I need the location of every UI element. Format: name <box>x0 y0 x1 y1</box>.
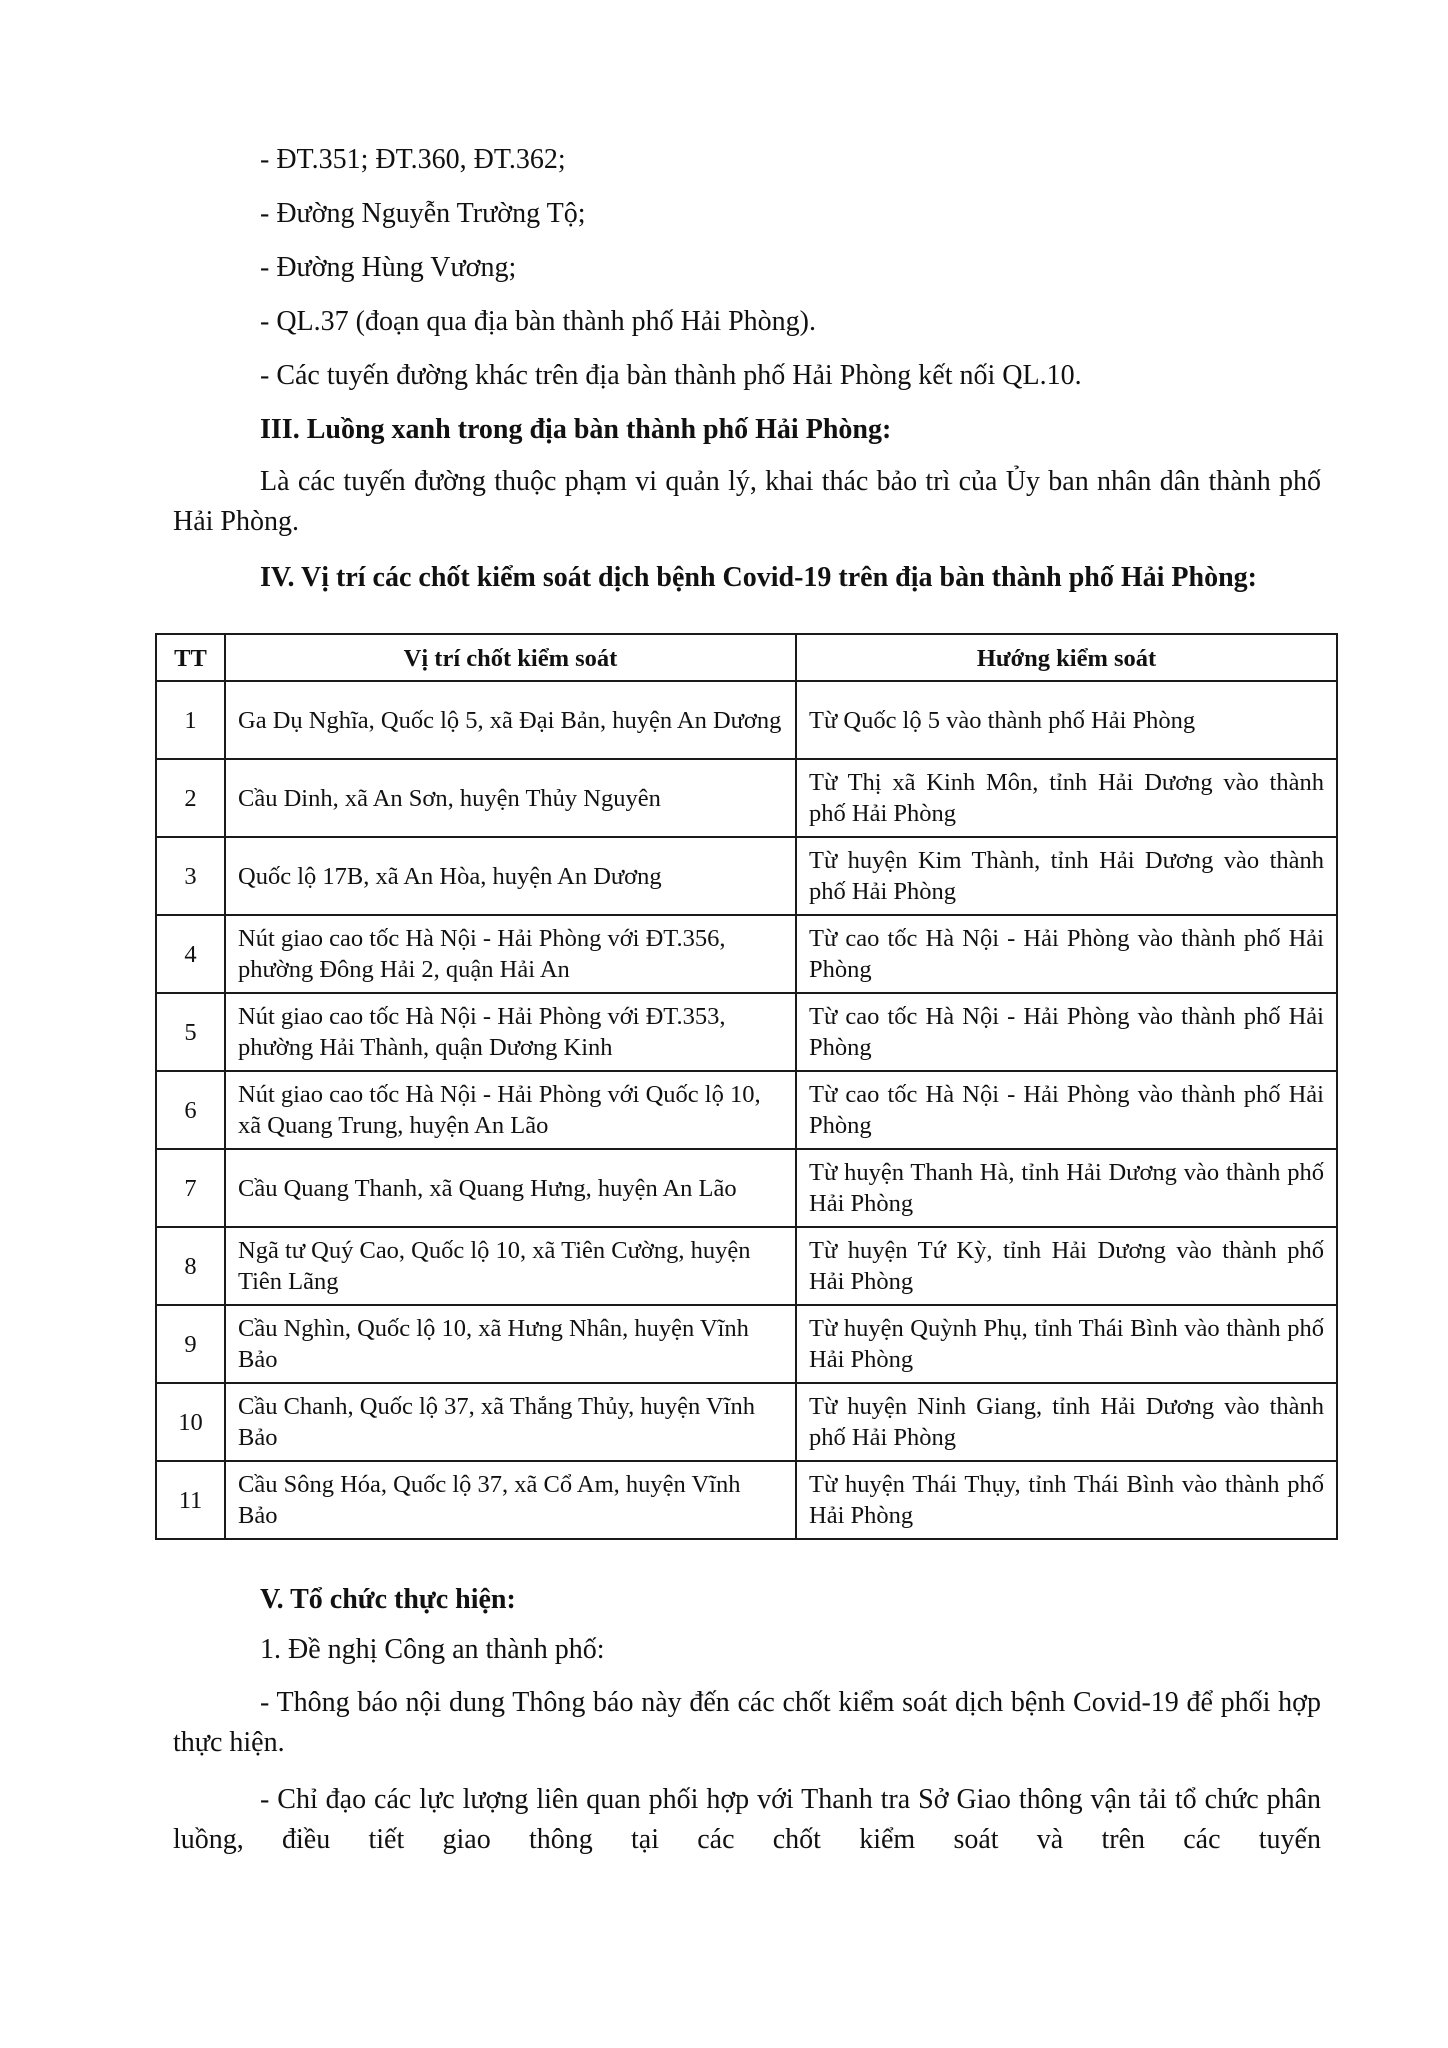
control-direction: Từ cao tốc Hà Nội - Hải Phòng vào thành phố Hải Phòng <box>796 1071 1337 1149</box>
control-direction: Từ huyện Tứ Kỳ, tỉnh Hải Dương vào thành phố Hải Phòng <box>796 1227 1337 1305</box>
row-number: 10 <box>156 1383 225 1461</box>
table-row <box>156 1071 1337 1149</box>
route-item: - Đường Hùng Vương; <box>260 252 517 283</box>
table-row <box>156 1461 1337 1539</box>
checkpoint-location: Cầu Dinh, xã An Sơn, huyện Thủy Nguyên <box>225 759 796 837</box>
table-row <box>156 915 1337 993</box>
row-number: 1 <box>156 681 225 759</box>
row-number: 6 <box>156 1071 225 1149</box>
control-direction: Từ huyện Ninh Giang, tỉnh Hải Dương vào thành phố Hải Phòng <box>796 1383 1337 1461</box>
section-4-heading: IV. Vị trí các chốt kiểm soát dịch bệnh Covid-19 trên địa bàn thành phố Hải Phòng: <box>260 562 1257 593</box>
row-number: 7 <box>156 1149 225 1227</box>
control-direction: Từ huyện Thanh Hà, tỉnh Hải Dương vào thành phố Hải Phòng <box>796 1149 1337 1227</box>
checkpoint-table <box>155 633 1338 1540</box>
table-row <box>156 993 1337 1071</box>
control-direction: Từ cao tốc Hà Nội - Hải Phòng vào thành phố Hải Phòng <box>796 915 1337 993</box>
header-location: Vị trí chốt kiểm soát <box>225 634 796 681</box>
table-row <box>156 1149 1337 1227</box>
route-item: - ĐT.351; ĐT.360, ĐT.362; <box>260 144 566 175</box>
row-number: 2 <box>156 759 225 837</box>
control-direction: Từ huyện Thái Thụy, tỉnh Thái Bình vào thành phố Hải Phòng <box>796 1461 1337 1539</box>
control-direction: Từ huyện Quỳnh Phụ, tỉnh Thái Bình vào thành phố Hải Phòng <box>796 1305 1337 1383</box>
table-row <box>156 759 1337 837</box>
table-header-row <box>156 634 1337 681</box>
row-number: 5 <box>156 993 225 1071</box>
row-number: 4 <box>156 915 225 993</box>
route-item: - QL.37 (đoạn qua địa bàn thành phố Hải Phòng). <box>260 306 816 337</box>
checkpoint-location: Nút giao cao tốc Hà Nội - Hải Phòng với ĐT.353, phường Hải Thành, quận Dương Kinh <box>225 993 796 1071</box>
control-direction: Từ huyện Kim Thành, tỉnh Hải Dương vào thành phố Hải Phòng <box>796 837 1337 915</box>
section-5-bullet-1: - Thông báo nội dung Thông báo này đến các chốt kiểm soát dịch bệnh Covid-19 để phối hợp thực hiện. <box>173 1687 1321 1758</box>
table-row <box>156 1383 1337 1461</box>
header-tt: TT <box>156 634 225 681</box>
section-5-item-1: 1. Đề nghị Công an thành phố: <box>260 1634 605 1665</box>
checkpoint-location: Cầu Chanh, Quốc lộ 37, xã Thắng Thủy, huyện Vĩnh Bảo <box>225 1383 796 1461</box>
row-number: 9 <box>156 1305 225 1383</box>
checkpoint-location: Ga Dụ Nghĩa, Quốc lộ 5, xã Đại Bản, huyện An Dương <box>225 681 796 759</box>
table-row <box>156 1227 1337 1305</box>
row-number: 3 <box>156 837 225 915</box>
checkpoint-location: Cầu Quang Thanh, xã Quang Hưng, huyện An Lão <box>225 1149 796 1227</box>
checkpoint-location: Nút giao cao tốc Hà Nội - Hải Phòng với Quốc lộ 10, xã Quang Trung, huyện An Lão <box>225 1071 796 1149</box>
checkpoint-location: Nút giao cao tốc Hà Nội - Hải Phòng với ĐT.356, phường Đông Hải 2, quận Hải An <box>225 915 796 993</box>
route-item: - Đường Nguyễn Trường Tộ; <box>260 198 586 229</box>
control-direction: Từ Thị xã Kinh Môn, tỉnh Hải Dương vào thành phố Hải Phòng <box>796 759 1337 837</box>
checkpoint-location: Quốc lộ 17B, xã An Hòa, huyện An Dương <box>225 837 796 915</box>
table-row <box>156 837 1337 915</box>
section-3-body: Là các tuyến đường thuộc phạm vi quản lý, khai thác bảo trì của Ủy ban nhân dân thành phố Hải Phòng. <box>173 466 1321 537</box>
checkpoint-location: Cầu Sông Hóa, Quốc lộ 37, xã Cổ Am, huyện Vĩnh Bảo <box>225 1461 796 1539</box>
table-row <box>156 1305 1337 1383</box>
section-5-heading: V. Tổ chức thực hiện: <box>260 1584 516 1615</box>
control-direction: Từ cao tốc Hà Nội - Hải Phòng vào thành phố Hải Phòng <box>796 993 1337 1071</box>
row-number: 8 <box>156 1227 225 1305</box>
table-row <box>156 681 1337 759</box>
row-number: 11 <box>156 1461 225 1539</box>
checkpoint-location: Ngã tư Quý Cao, Quốc lộ 10, xã Tiên Cường, huyện Tiên Lãng <box>225 1227 796 1305</box>
route-item: - Các tuyến đường khác trên địa bàn thành phố Hải Phòng kết nối QL.10. <box>260 360 1082 391</box>
section-5-bullet-2: - Chỉ đạo các lực lượng liên quan phối hợp với Thanh tra Sở Giao thông vận tải tổ chức phân luồng, điều tiết giao thông tại các chốt kiểm soát và trên các tuyến <box>173 1784 1321 1855</box>
section-3-heading: III. Luồng xanh trong địa bàn thành phố Hải Phòng: <box>260 414 892 445</box>
control-direction: Từ Quốc lộ 5 vào thành phố Hải Phòng <box>796 681 1337 759</box>
checkpoint-location: Cầu Nghìn, Quốc lộ 10, xã Hưng Nhân, huyện Vĩnh Bảo <box>225 1305 796 1383</box>
header-direction: Hướng kiểm soát <box>796 634 1337 681</box>
